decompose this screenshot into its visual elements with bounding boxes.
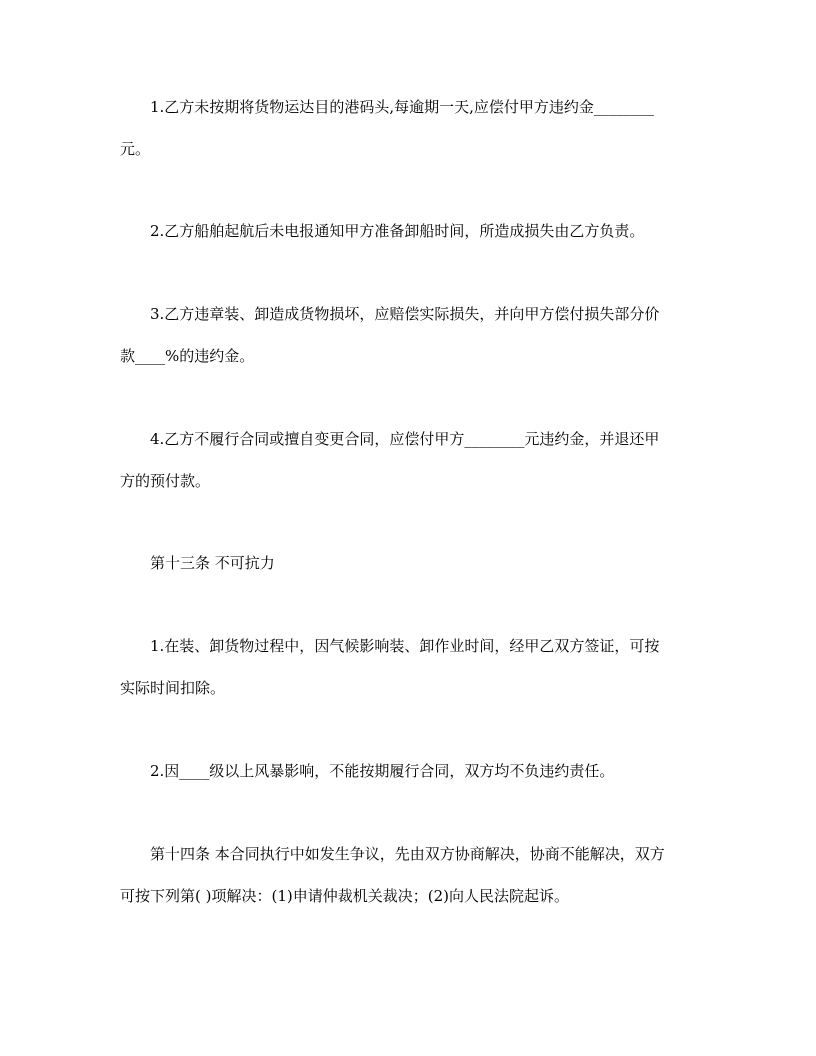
section-heading-article-13: [120, 542, 700, 584]
paragraph-line: 2.因____级以上风暴影响，不能按期履行合同，双方均不负违约责任。: [150, 762, 615, 780]
paragraph-notify-unloading: [120, 210, 700, 252]
paragraph-line: 第十四条 本合同执行中如发生争议，先由双方协商解决，协商不能解决，双方: [150, 845, 665, 863]
paragraph-weather-delay: [120, 625, 700, 709]
paragraph-line: 3.乙方违章装、卸造成货物损坏，应赔偿实际损失，并向甲方偿付损失部分价: [150, 305, 660, 323]
paragraph-damage-compensation: [120, 293, 700, 377]
paragraph-line: 可按下列第( )项解决：(1)申请仲裁机关裁决；(2)向人民法院起诉。: [120, 887, 569, 905]
paragraph-line: 第十三条 不可抗力: [150, 554, 275, 572]
paragraph-breach-of-contract: [120, 418, 700, 502]
paragraph-penalty-late-delivery: [120, 86, 700, 170]
paragraph-line: 4.乙方不履行合同或擅自变更合同，应偿付甲方________元违约金，并退还甲: [150, 430, 660, 448]
section-article-14-dispute: [120, 833, 700, 917]
paragraph-line: 1.乙方未按期将货物运达目的港码头,每逾期一天,应偿付甲方违约金________: [150, 98, 654, 116]
paragraph-storm-force-majeure: [120, 750, 700, 792]
paragraph-line: 1.在装、卸货物过程中，因气候影响装、卸作业时间，经甲乙双方签证，可按: [150, 637, 660, 655]
paragraph-line: 款____%的违约金。: [120, 347, 255, 365]
paragraph-line: 实际时间扣除。: [120, 679, 226, 697]
paragraph-line: 元。: [120, 140, 151, 158]
paragraph-line: 2.乙方船舶起航后未电报通知甲方准备卸船时间，所造成损失由乙方负责。: [150, 222, 645, 240]
paragraph-line: 方的预付款。: [120, 472, 211, 490]
